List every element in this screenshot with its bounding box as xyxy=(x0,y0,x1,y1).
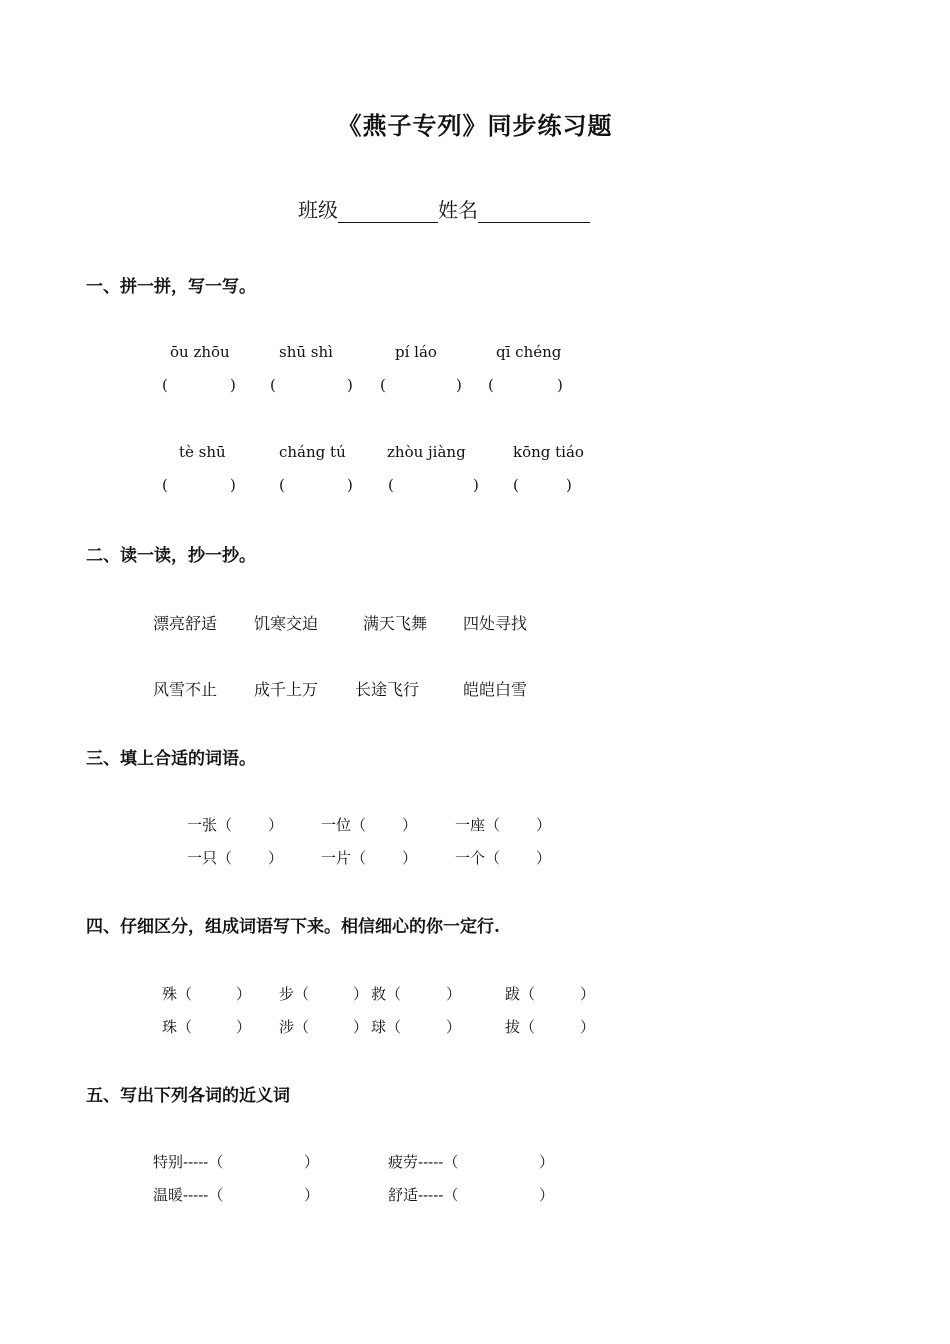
phrase-item: 长途飞行 xyxy=(355,680,420,699)
paren-close: ) xyxy=(347,476,353,494)
paren-open: ( xyxy=(279,476,285,494)
synonym-close: ） xyxy=(539,1186,555,1204)
char-close: ） xyxy=(446,1018,462,1036)
synonym-close: ） xyxy=(304,1186,320,1204)
pinyin-item: zhòu jiàng xyxy=(387,443,466,461)
class-label: 班级 xyxy=(298,198,338,222)
pinyin-item: cháng tú xyxy=(279,443,346,461)
phrase-item: 成千上万 xyxy=(254,680,319,699)
phrase-item: 风雪不止 xyxy=(153,680,218,699)
pinyin-item: shū shì xyxy=(279,343,333,361)
phrase-item: 漂亮舒适 xyxy=(153,614,218,633)
synonym-item: 舒适-----（ xyxy=(388,1186,459,1204)
char-item: 珠（ xyxy=(162,1018,193,1036)
paren-open: ( xyxy=(388,476,394,494)
paren-close: ) xyxy=(230,476,236,494)
synonym-item: 特别-----（ xyxy=(153,1153,224,1171)
phrase-item: 满天飞舞 xyxy=(363,614,428,633)
pinyin-item: ōu zhōu xyxy=(170,343,230,361)
class-blank[interactable] xyxy=(338,202,438,223)
class-name-line xyxy=(298,194,590,223)
paren-open: ( xyxy=(513,476,519,494)
phrase-item: 四处寻找 xyxy=(463,614,528,633)
paren-close: ) xyxy=(473,476,479,494)
paren-close: ) xyxy=(456,376,462,394)
char-item: 拔（ xyxy=(505,1018,536,1036)
paren-open: ( xyxy=(162,476,168,494)
fill-item: 一只（ xyxy=(187,849,233,867)
pinyin-item: tè shū xyxy=(179,443,226,461)
paren-close: ) xyxy=(566,476,572,494)
char-close: ） xyxy=(236,1018,252,1036)
pinyin-item: qī chéng xyxy=(496,343,562,361)
section-1-heading: 一、拼一拼，写一写。 xyxy=(86,277,256,297)
char-close: ） xyxy=(353,985,369,1003)
paren-close: ) xyxy=(230,376,236,394)
char-close: ） xyxy=(353,1018,369,1036)
section-2-heading: 二、读一读，抄一抄。 xyxy=(86,546,256,566)
char-close: ） xyxy=(580,1018,596,1036)
synonym-item: 温暖-----（ xyxy=(153,1186,224,1204)
paren-open: ( xyxy=(380,376,386,394)
paren-open: ( xyxy=(162,376,168,394)
paren-close: ) xyxy=(347,376,353,394)
pinyin-item: kōng tiáo xyxy=(513,443,584,461)
fill-close: ） xyxy=(536,849,552,867)
char-item: 跋（ xyxy=(505,985,536,1003)
fill-close: ） xyxy=(402,816,418,834)
section-3-heading: 三、填上合适的词语。 xyxy=(86,749,256,769)
phrase-item: 皑皑白雪 xyxy=(463,680,528,699)
phrase-item: 饥寒交迫 xyxy=(254,614,319,633)
name-label: 姓名 xyxy=(438,198,478,222)
fill-item: 一个（ xyxy=(455,849,501,867)
paren-open: ( xyxy=(270,376,276,394)
char-close: ） xyxy=(236,985,252,1003)
char-close: ） xyxy=(580,985,596,1003)
fill-close: ） xyxy=(268,816,284,834)
synonym-item: 疲劳-----（ xyxy=(388,1153,459,1171)
name-blank[interactable] xyxy=(478,202,590,223)
fill-close: ） xyxy=(268,849,284,867)
paren-open: ( xyxy=(488,376,494,394)
char-item: 涉（ xyxy=(279,1018,310,1036)
fill-item: 一张（ xyxy=(187,816,233,834)
char-item: 救（ xyxy=(371,985,402,1003)
char-close: ） xyxy=(446,985,462,1003)
synonym-close: ） xyxy=(539,1153,555,1171)
fill-item: 一座（ xyxy=(455,816,501,834)
char-item: 球（ xyxy=(371,1018,402,1036)
fill-close: ） xyxy=(536,816,552,834)
synonym-close: ） xyxy=(304,1153,320,1171)
fill-item: 一片（ xyxy=(321,849,367,867)
pinyin-item: pí láo xyxy=(395,343,437,361)
fill-item: 一位（ xyxy=(321,816,367,834)
page-title: 《燕子专列》同步练习题 xyxy=(337,111,613,140)
paren-close: ) xyxy=(557,376,563,394)
section-5-heading: 五、写出下列各词的近义词 xyxy=(86,1086,290,1106)
char-item: 步（ xyxy=(279,985,310,1003)
section-4-heading: 四、仔细区分，组成词语写下来。相信细心的你一定行. xyxy=(86,917,500,937)
fill-close: ） xyxy=(402,849,418,867)
char-item: 殊（ xyxy=(162,985,193,1003)
